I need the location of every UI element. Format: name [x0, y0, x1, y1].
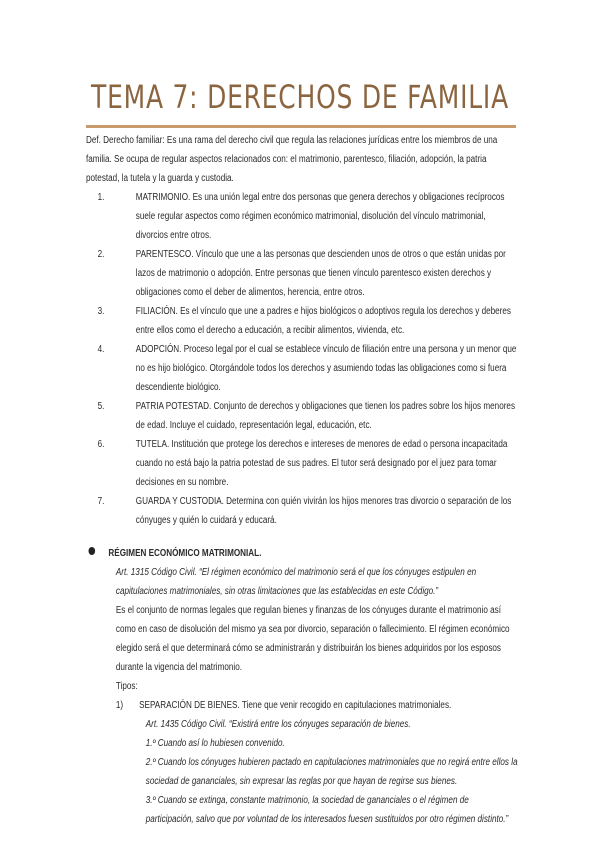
list-item	[86, 245, 518, 302]
list-item	[86, 340, 518, 397]
list-number: 7.	[97, 496, 105, 507]
section-article-quote: Art. 1315 Código Civil. “El régimen económico del matrimonio será el que los cónyuges estipulen en capitulaciones matrimoniales, sin otras limitaciones que las establecidas en este Código.”	[115, 567, 477, 597]
list-text: MATRIMONIO. Es una unión legal entre dos personas que genera derechos y obligaciones recíprocos suele regular aspectos como régimen económico matrimonial, disolución del vínculo matrimonial, divorcios entre otros.	[135, 192, 505, 241]
section-body: Es el conjunto de normas legales que regulan bienes y finanzas de los cónyuges durante el matrimonio así como en caso de disolución del mismo ya sea por divorcio, separación o fallecimiento. El régimen económico elegido será el que determinará cómo se administrarán y distribuirán los bienes adquiridos por los esposos durante la vigencia del matrimonio.	[115, 605, 510, 673]
list-text: GUARDA Y CUSTODIA. Determina con quién vivirán los hijos menores tras divorcio o separación de los cónyuges y quién lo cuidará y educará.	[135, 496, 512, 526]
list-item	[86, 492, 518, 530]
section-heading-bullet	[86, 544, 518, 563]
list-text: PATRIA POTESTAD. Conjunto de derechos y obligaciones que tienen los padres sobre los hijos menores de edad. Incluye el cuidado, representación legal, educación, etc.	[135, 401, 516, 431]
sub-list-item	[86, 696, 518, 715]
list-number: 6.	[97, 439, 105, 450]
page-title: TEMA 7: DERECHOS DE FAMILIA	[91, 78, 509, 116]
numbered-list	[86, 188, 518, 530]
spacer	[86, 530, 518, 544]
list-text: PARENTESCO. Vínculo que une a las personas que descienden unos de otros o que están unidas por lazos de matrimonio o adopción. Entre personas que tienen vínculo parentesco existen derechos y obligaciones como el deber de alimentos, herencia, entre otros.	[135, 249, 506, 298]
list-number: 5.	[97, 401, 105, 412]
list-number: 1.	[97, 192, 105, 203]
list-text: FILIACIÓN. Es el vínculo que une a padres e hijos biológicos o adoptivos regula los derechos y deberes entre ellos como el derecho a educación, a recibir alimentos, vivienda, etc.	[135, 306, 511, 336]
sub-article-quote: Art. 1435 Código Civil. “Existirá entre los cónyuges separación de bienes.	[145, 719, 411, 730]
sub-point: 3.º Cuando se extinga, constante matrimonio, la sociedad de gananciales o el régimen de participación, salvo que por voluntad de los interesados fuesen sustituidos por otro régimen distinto.”	[145, 795, 509, 825]
sub-list-number: 1)	[115, 700, 124, 711]
list-item	[86, 188, 518, 245]
title-underline	[86, 125, 516, 128]
types-label: Tipos:	[115, 681, 138, 692]
bullet-icon	[88, 547, 95, 555]
section-heading: RÉGIMEN ECONÓMICO MATRIMONIAL.	[108, 548, 262, 559]
list-number: 3.	[97, 306, 105, 317]
document-body	[86, 131, 518, 829]
sub-list-text: SEPARACIÓN DE BIENES. Tiene que venir recogido en capitulaciones matrimoniales.	[139, 700, 452, 711]
sub-point: 2.º Cuando los cónyuges hubieren pactado en capitulaciones matrimoniales que no regirá entre ellos la sociedad de gananciales, sin expresar las reglas por que hayan de regirse sus bienes.	[145, 757, 518, 787]
sub-point: 1.º Cuando así lo hubiesen convenido.	[145, 738, 285, 749]
list-number: 2.	[97, 249, 105, 260]
list-item	[86, 435, 518, 492]
list-item	[86, 397, 518, 435]
intro-paragraph: Def. Derecho familiar: Es una rama del derecho civil que regula las relaciones jurídicas entre los miembros de una familia. Se ocupa de regular aspectos relacionados con: el matrimonio, parentesco, filiación, adopción, la patria potestad, la tutela y la guarda y custodia.	[86, 135, 498, 184]
list-text: TUTELA. Institución que protege los derechos e intereses de menores de edad o persona incapacitada cuando no está bajo la patria potestad de sus padres. El tutor será designado por el juez para tomar decisiones en su nombre.	[135, 439, 508, 488]
list-text: ADOPCIÓN. Proceso legal por el cual se establece vínculo de filiación entre una persona y un menor que no es hijo biológico. Otorgándole todos los derechos y asumiendo todas las obligaciones como si fuera descendiente biológico.	[135, 344, 517, 393]
list-item	[86, 302, 518, 340]
list-number: 4.	[97, 344, 105, 355]
